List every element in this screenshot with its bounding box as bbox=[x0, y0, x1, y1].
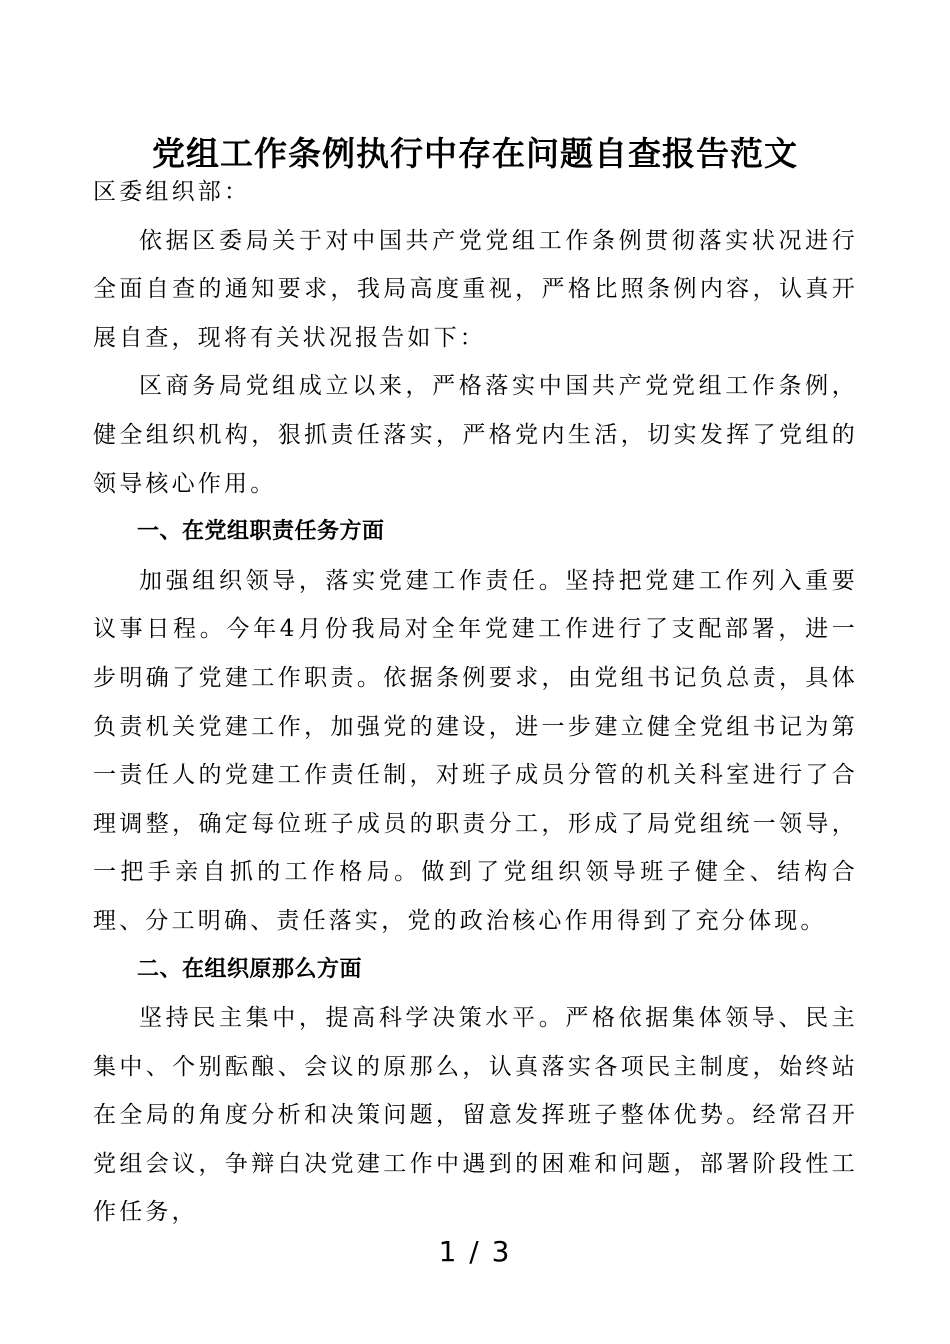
intro-paragraph: 依据区委局关于对中国共产党党组工作条例贯彻落实状况进行全面自查的通知要求，我局高度重视，严格比照条例内容，认真开展自查，现将有关状况报告如下： bbox=[93, 227, 858, 351]
section-heading: 二、在组织原那么方面 bbox=[137, 956, 363, 982]
page-number: 1 / 3 bbox=[438, 1235, 512, 1268]
section-paragraph: 坚持民主集中，提高科学决策水平。严格依据集体领导、民主集中、个别酝酿、会议的原那么，认真落实各项民主制度，始终站在全局的角度分析和决策问题，留意发挥班子整体优势。经常召开党组会议，争辩白决党建工作中遇到的困难和问题，部署阶段性工作任务， bbox=[93, 1005, 858, 1226]
salutation: 区委组织部： bbox=[93, 179, 251, 205]
intro-paragraph: 区商务局党组成立以来，严格落实中国共产党党组工作条例，健全组织机构，狠抓责任落实，严格党内生活，切实发挥了党组的领导核心作用。 bbox=[93, 373, 858, 497]
section-heading: 一、在党组职责任务方面 bbox=[137, 519, 385, 545]
document-title: 党组工作条例执行中存在问题自查报告范文 bbox=[152, 134, 798, 174]
section-paragraph: 加强组织领导，落实党建工作责任。坚持把党建工作列入重要议事日程。今年4月份我局对全年党建工作进行了支配部署，进一步明确了党建工作职责。依据条例要求，由党组书记负总责，具体负责机关党建工作，加强党的建设，进一步建立健全党组书记为第一责任人的党建工作责任制，对班子成员分管的机关科室进行了合理调整，确定每位班子成员的职责分工，形成了局党组统一领导，一把手亲自抓的工作格局。做到了党组织领导班子健全、结构合理、分工明确、责任落实，党的政治核心作用得到了充分体现。 bbox=[93, 567, 858, 934]
document-body bbox=[93, 168, 858, 1237]
